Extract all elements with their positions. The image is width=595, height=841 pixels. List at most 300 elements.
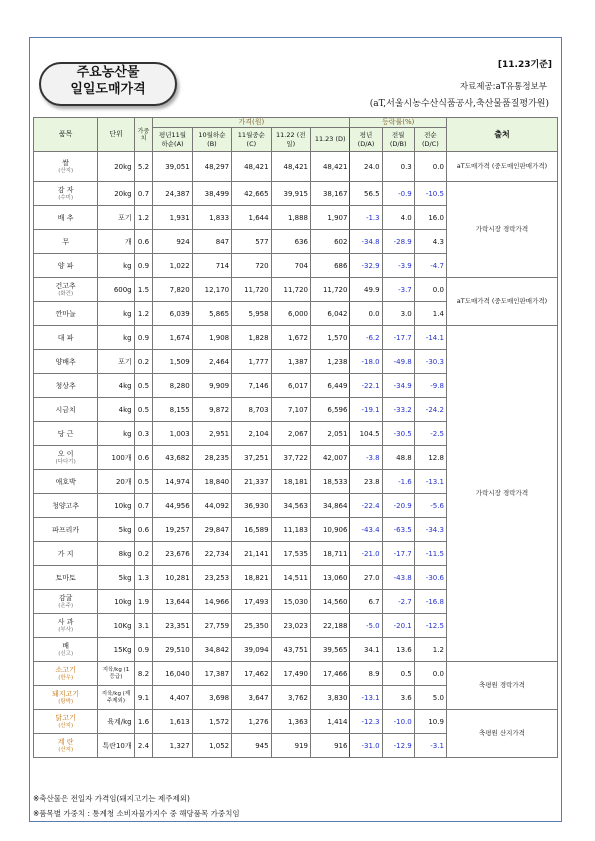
price-cell-c: 1,777 [232,350,271,374]
price-cell-d: 34,864 [310,494,349,518]
item-name-cell [34,326,98,350]
price-cell-p: 6,000 [271,302,310,326]
table-row [34,152,558,182]
price-cell-a: 1,022 [153,254,192,278]
item-name-cell [34,350,98,374]
rate-cell-da: -12.3 [350,710,382,734]
rate-cell-db: 48.8 [382,446,414,470]
item-subname: (산지) [58,723,74,729]
price-cell-b: 3,698 [192,686,231,710]
weight-cell: 0.5 [134,470,153,494]
rate-cell-dc: 1.4 [414,302,446,326]
weight-cell: 0.9 [134,254,153,278]
header-price-group: 가격(원) [153,118,350,128]
weight-cell: 1.2 [134,206,153,230]
item-name: 사 과 [57,618,74,626]
item-name-cell [34,230,98,254]
item-name-cell [34,422,98,446]
table-row [34,710,558,734]
unit-cell: 15Kg [98,638,134,662]
item-name: 닭고기 [55,714,76,722]
rate-cell-da: 34.1 [350,638,382,662]
price-cell-c: 48,421 [232,152,271,182]
item-name-cell [34,662,98,686]
price-cell-p: 11,183 [271,518,310,542]
weight-cell: 0.9 [134,326,153,350]
weight-cell: 0.5 [134,374,153,398]
item-name: 깐마늘 [55,309,76,318]
item-name: 양배추 [55,357,76,366]
price-cell-c: 11,720 [232,278,271,302]
rate-cell-da: -31.0 [350,734,382,758]
rate-cell-dc: 0.0 [414,152,446,182]
price-cell-p: 1,363 [271,710,310,734]
item-name: 파프리카 [52,525,80,534]
price-cell-p: 17,490 [271,662,310,686]
weight-cell: 5.2 [134,152,153,182]
rate-cell-da: -5.0 [350,614,382,638]
weight-cell: 8.2 [134,662,153,686]
rate-cell-db: -10.0 [382,710,414,734]
rate-cell-db: -12.9 [382,734,414,758]
header-col-dc: 전순 (D/C) [414,128,446,152]
rate-cell-dc: 4.3 [414,230,446,254]
price-cell-b: 22,734 [192,542,231,566]
price-cell-p: 43,751 [271,638,310,662]
item-name: 감 자 [57,186,74,194]
price-cell-c: 5,958 [232,302,271,326]
date-reference: [11.23기준] [497,60,552,70]
footnotes [33,791,240,821]
price-cell-c: 37,251 [232,446,271,470]
rate-cell-db: 0.3 [382,152,414,182]
item-subname: (수미) [58,195,74,201]
price-cell-d: 22,188 [310,614,349,638]
rate-cell-da: -43.4 [350,518,382,542]
data-sources: (aT,서울시농수산식품공사,축산물품질평가원) [369,99,549,109]
item-name-cell [34,254,98,278]
item-name: 시금치 [55,405,76,414]
unit-cell: kg [98,254,134,278]
rate-cell-da: 104.5 [350,422,382,446]
price-cell-a: 7,820 [153,278,192,302]
unit-cell: 개 [98,230,134,254]
price-cell-a: 29,510 [153,638,192,662]
price-cell-p: 1,888 [271,206,310,230]
price-cell-a: 44,956 [153,494,192,518]
data-provider: 자료제공:aT유통정보부 [459,82,547,92]
rate-cell-db: -28.9 [382,230,414,254]
price-cell-b: 1,908 [192,326,231,350]
price-cell-c: 17,493 [232,590,271,614]
rate-cell-da: 56.5 [350,182,382,206]
price-cell-a: 924 [153,230,192,254]
price-cell-a: 10,281 [153,566,192,590]
item-name: 토마토 [55,573,76,582]
price-table-body [34,152,558,758]
table-row [34,182,558,206]
rate-cell-db: -0.9 [382,182,414,206]
rate-cell-dc: -30.3 [414,350,446,374]
price-cell-c: 945 [232,734,271,758]
price-cell-d: 3,830 [310,686,349,710]
price-table [33,117,558,758]
header-col-b: 10월하순 (B) [192,128,231,152]
rate-cell-dc: -5.6 [414,494,446,518]
price-cell-d: 686 [310,254,349,278]
price-cell-b: 18,840 [192,470,231,494]
price-cell-p: 636 [271,230,310,254]
unit-cell: 4kg [98,398,134,422]
source-cell: aT도매가격 (중도매인판매가격) [446,152,557,182]
item-name: 당 근 [57,429,74,438]
price-cell-p: 1,672 [271,326,310,350]
item-name-cell [34,734,98,758]
unit-cell: 10Kg [98,614,134,638]
unit-cell: 육계/kg [98,710,134,734]
rate-cell-dc: -12.5 [414,614,446,638]
weight-cell: 0.7 [134,182,153,206]
price-cell-b: 1,052 [192,734,231,758]
unit-cell: 특란10개 [98,734,134,758]
item-name-cell [34,518,98,542]
rate-cell-da: 8.9 [350,662,382,686]
price-cell-d: 1,414 [310,710,349,734]
price-cell-d: 6,449 [310,374,349,398]
rate-cell-dc: -11.5 [414,542,446,566]
rate-cell-db: 3.6 [382,686,414,710]
rate-cell-dc: 12.8 [414,446,446,470]
price-cell-d: 1,570 [310,326,349,350]
item-name: 배 추 [57,213,74,222]
item-name: 무 [62,237,70,246]
item-name-cell [34,542,98,566]
header-col-db: 전월 (D/B) [382,128,414,152]
rate-cell-da: -18.0 [350,350,382,374]
price-cell-a: 4,407 [153,686,192,710]
item-subname: (화건) [58,291,74,297]
price-cell-c: 21,141 [232,542,271,566]
source-cell: 축평원 경락가격 [446,662,557,710]
rate-cell-db: 13.6 [382,638,414,662]
price-cell-a: 1,931 [153,206,192,230]
rate-cell-db: -2.7 [382,590,414,614]
price-cell-c: 16,589 [232,518,271,542]
item-name: 오 이 [57,450,74,458]
weight-cell: 2.4 [134,734,153,758]
rate-cell-dc: -34.3 [414,518,446,542]
rate-cell-da: 23.8 [350,470,382,494]
price-cell-d: 10,906 [310,518,349,542]
rate-cell-da: 24.0 [350,152,382,182]
price-cell-p: 23,023 [271,614,310,638]
price-cell-b: 9,872 [192,398,231,422]
rate-cell-da: -22.1 [350,374,382,398]
weight-cell: 0.9 [134,638,153,662]
rate-cell-da: 27.0 [350,566,382,590]
rate-cell-da: -32.9 [350,254,382,278]
price-cell-c: 1,828 [232,326,271,350]
rate-cell-db: -33.2 [382,398,414,422]
price-cell-c: 21,337 [232,470,271,494]
weight-cell: 0.3 [134,422,153,446]
price-cell-c: 17,462 [232,662,271,686]
item-name: 쌀 [62,159,70,167]
item-name: 대 파 [57,333,74,342]
table-row [34,662,558,686]
item-name: 계 란 [57,738,74,746]
price-cell-a: 39,051 [153,152,192,182]
price-cell-p: 48,421 [271,152,310,182]
rate-cell-dc: 0.0 [414,278,446,302]
price-cell-b: 1,833 [192,206,231,230]
price-cell-a: 43,682 [153,446,192,470]
price-cell-d: 2,051 [310,422,349,446]
rate-cell-dc: 16.0 [414,206,446,230]
item-subname: (산지) [58,168,74,174]
price-cell-b: 23,253 [192,566,231,590]
price-cell-d: 18,711 [310,542,349,566]
weight-cell: 1.3 [134,566,153,590]
rate-cell-dc: -16.8 [414,590,446,614]
item-name: 양 파 [57,261,74,270]
rate-cell-dc: -13.1 [414,470,446,494]
rate-cell-da: -1.3 [350,206,382,230]
price-cell-p: 17,535 [271,542,310,566]
rate-cell-db: -63.5 [382,518,414,542]
item-subname: (탕박) [58,699,74,705]
unit-cell: 4kg [98,374,134,398]
item-subname: (온주) [58,603,74,609]
unit-cell: 100개 [98,446,134,470]
price-cell-a: 24,387 [153,182,192,206]
rate-cell-db: -20.9 [382,494,414,518]
rate-cell-da: -19.1 [350,398,382,422]
price-cell-b: 28,235 [192,446,231,470]
rate-cell-db: -34.9 [382,374,414,398]
table-row [34,278,558,302]
item-subname: (한우) [58,675,74,681]
rate-cell-db: -49.8 [382,350,414,374]
header-source: 출처 [446,118,557,152]
price-cell-p: 37,722 [271,446,310,470]
unit-cell: 10kg [98,590,134,614]
weight-cell: 0.2 [134,350,153,374]
price-cell-p: 1,387 [271,350,310,374]
item-name-cell [34,446,98,470]
price-cell-p: 7,107 [271,398,310,422]
price-cell-b: 847 [192,230,231,254]
weight-cell: 0.2 [134,542,153,566]
price-cell-c: 2,104 [232,422,271,446]
header-unit: 단위 [98,118,134,152]
rate-cell-da: 0.0 [350,302,382,326]
title-badge [39,62,177,106]
rate-cell-db: -43.8 [382,566,414,590]
price-cell-a: 19,257 [153,518,192,542]
price-cell-b: 12,170 [192,278,231,302]
rate-cell-dc: 0.0 [414,662,446,686]
unit-cell: 지육/kg (1등급) [98,662,134,686]
price-cell-a: 23,351 [153,614,192,638]
price-cell-c: 1,276 [232,710,271,734]
unit-cell: 포기 [98,350,134,374]
header-col-prev: 11.22 (전일) [271,128,310,152]
header-col-d: 11.23 (D) [310,128,349,152]
item-name-cell [34,494,98,518]
rate-cell-db: -17.7 [382,326,414,350]
price-cell-a: 1,003 [153,422,192,446]
price-cell-b: 1,572 [192,710,231,734]
header-weight: 가중치 [134,118,153,152]
unit-cell: 8kg [98,542,134,566]
price-cell-b: 34,842 [192,638,231,662]
price-cell-p: 704 [271,254,310,278]
price-cell-d: 18,533 [310,470,349,494]
rate-cell-da: 49.9 [350,278,382,302]
price-cell-a: 14,974 [153,470,192,494]
price-cell-a: 13,644 [153,590,192,614]
price-cell-c: 18,821 [232,566,271,590]
item-name-cell [34,638,98,662]
item-subname: (부사) [58,627,74,633]
unit-cell: 5kg [98,518,134,542]
price-cell-p: 3,762 [271,686,310,710]
rate-cell-db: 4.0 [382,206,414,230]
price-cell-d: 602 [310,230,349,254]
item-name-cell [34,374,98,398]
rate-cell-db: -17.7 [382,542,414,566]
price-cell-c: 577 [232,230,271,254]
rate-cell-dc: -30.6 [414,566,446,590]
item-name: 소고기 [55,666,76,674]
unit-cell: kg [98,302,134,326]
source-cell: 가락시장 경락가격 [446,182,557,278]
title-line2: 일일도매가격 [70,82,146,97]
unit-cell: 20kg [98,182,134,206]
price-cell-c: 25,350 [232,614,271,638]
price-cell-d: 1,907 [310,206,349,230]
item-name: 감귤 [58,594,73,602]
price-cell-d: 1,238 [310,350,349,374]
source-cell: 가락시장 경락가격 [446,326,557,662]
price-cell-d: 916 [310,734,349,758]
rate-cell-da: -21.0 [350,542,382,566]
item-name-cell [34,470,98,494]
rate-cell-db: -3.9 [382,254,414,278]
rate-cell-da: -6.2 [350,326,382,350]
unit-cell: 600g [98,278,134,302]
title-line1: 주요농산물 [76,65,140,80]
price-cell-d: 6,596 [310,398,349,422]
item-name: 청상추 [55,381,76,390]
rate-cell-dc: -3.1 [414,734,446,758]
price-cell-b: 2,951 [192,422,231,446]
header-col-da: 평년 (D/A) [350,128,382,152]
item-name: 돼지고기 [52,690,80,698]
rate-cell-dc: 5.0 [414,686,446,710]
price-cell-a: 1,327 [153,734,192,758]
weight-cell: 0.7 [134,494,153,518]
item-name: 건고추 [55,282,76,290]
price-cell-d: 38,167 [310,182,349,206]
price-cell-d: 13,060 [310,566,349,590]
weight-cell: 1.2 [134,302,153,326]
price-cell-d: 11,720 [310,278,349,302]
price-cell-b: 14,966 [192,590,231,614]
rate-cell-db: 0.5 [382,662,414,686]
rate-cell-db: -30.5 [382,422,414,446]
price-cell-a: 1,674 [153,326,192,350]
price-cell-c: 42,665 [232,182,271,206]
price-cell-a: 1,509 [153,350,192,374]
price-cell-b: 27,759 [192,614,231,638]
rate-cell-dc: -2.5 [414,422,446,446]
item-name-cell [34,182,98,206]
price-cell-d: 17,466 [310,662,349,686]
header-item: 품목 [34,118,98,152]
unit-cell: 10kg [98,494,134,518]
unit-cell: kg [98,326,134,350]
price-cell-p: 39,915 [271,182,310,206]
price-cell-d: 39,565 [310,638,349,662]
footnote-1: ※축산물은 전일자 가격임(돼지고기는 제주제외) [33,794,190,803]
price-cell-d: 42,007 [310,446,349,470]
weight-cell: 0.6 [134,230,153,254]
price-cell-c: 720 [232,254,271,278]
item-subname: (다다기) [55,459,76,465]
item-name-cell [34,590,98,614]
item-name: 애호박 [55,477,76,486]
item-name-cell [34,278,98,302]
price-cell-c: 1,644 [232,206,271,230]
price-cell-a: 8,155 [153,398,192,422]
price-cell-b: 38,499 [192,182,231,206]
rate-cell-dc: -4.7 [414,254,446,278]
source-cell: 축평원 산지가격 [446,710,557,758]
price-cell-b: 9,909 [192,374,231,398]
weight-cell: 0.6 [134,518,153,542]
item-name-cell [34,152,98,182]
unit-cell: 5kg [98,566,134,590]
price-cell-p: 11,720 [271,278,310,302]
price-cell-d: 48,421 [310,152,349,182]
price-cell-b: 29,847 [192,518,231,542]
item-name-cell [34,302,98,326]
unit-cell: 지육/kg (제주제외) [98,686,134,710]
header-col-a: 평년11월 하순(A) [153,128,192,152]
unit-cell: kg [98,422,134,446]
unit-cell: 20kg [98,152,134,182]
price-cell-d: 14,560 [310,590,349,614]
price-cell-a: 8,280 [153,374,192,398]
rate-cell-dc: -10.5 [414,182,446,206]
price-cell-p: 18,181 [271,470,310,494]
rate-cell-da: -3.8 [350,446,382,470]
price-cell-b: 44,092 [192,494,231,518]
rate-cell-dc: 10.9 [414,710,446,734]
weight-cell: 1.9 [134,590,153,614]
weight-cell: 1.6 [134,710,153,734]
rate-cell-db: 3.0 [382,302,414,326]
price-cell-c: 7,146 [232,374,271,398]
item-subname: (신고) [58,651,74,657]
price-cell-p: 15,030 [271,590,310,614]
price-cell-c: 8,703 [232,398,271,422]
price-cell-p: 14,511 [271,566,310,590]
weight-cell: 9.1 [134,686,153,710]
weight-cell: 3.1 [134,614,153,638]
